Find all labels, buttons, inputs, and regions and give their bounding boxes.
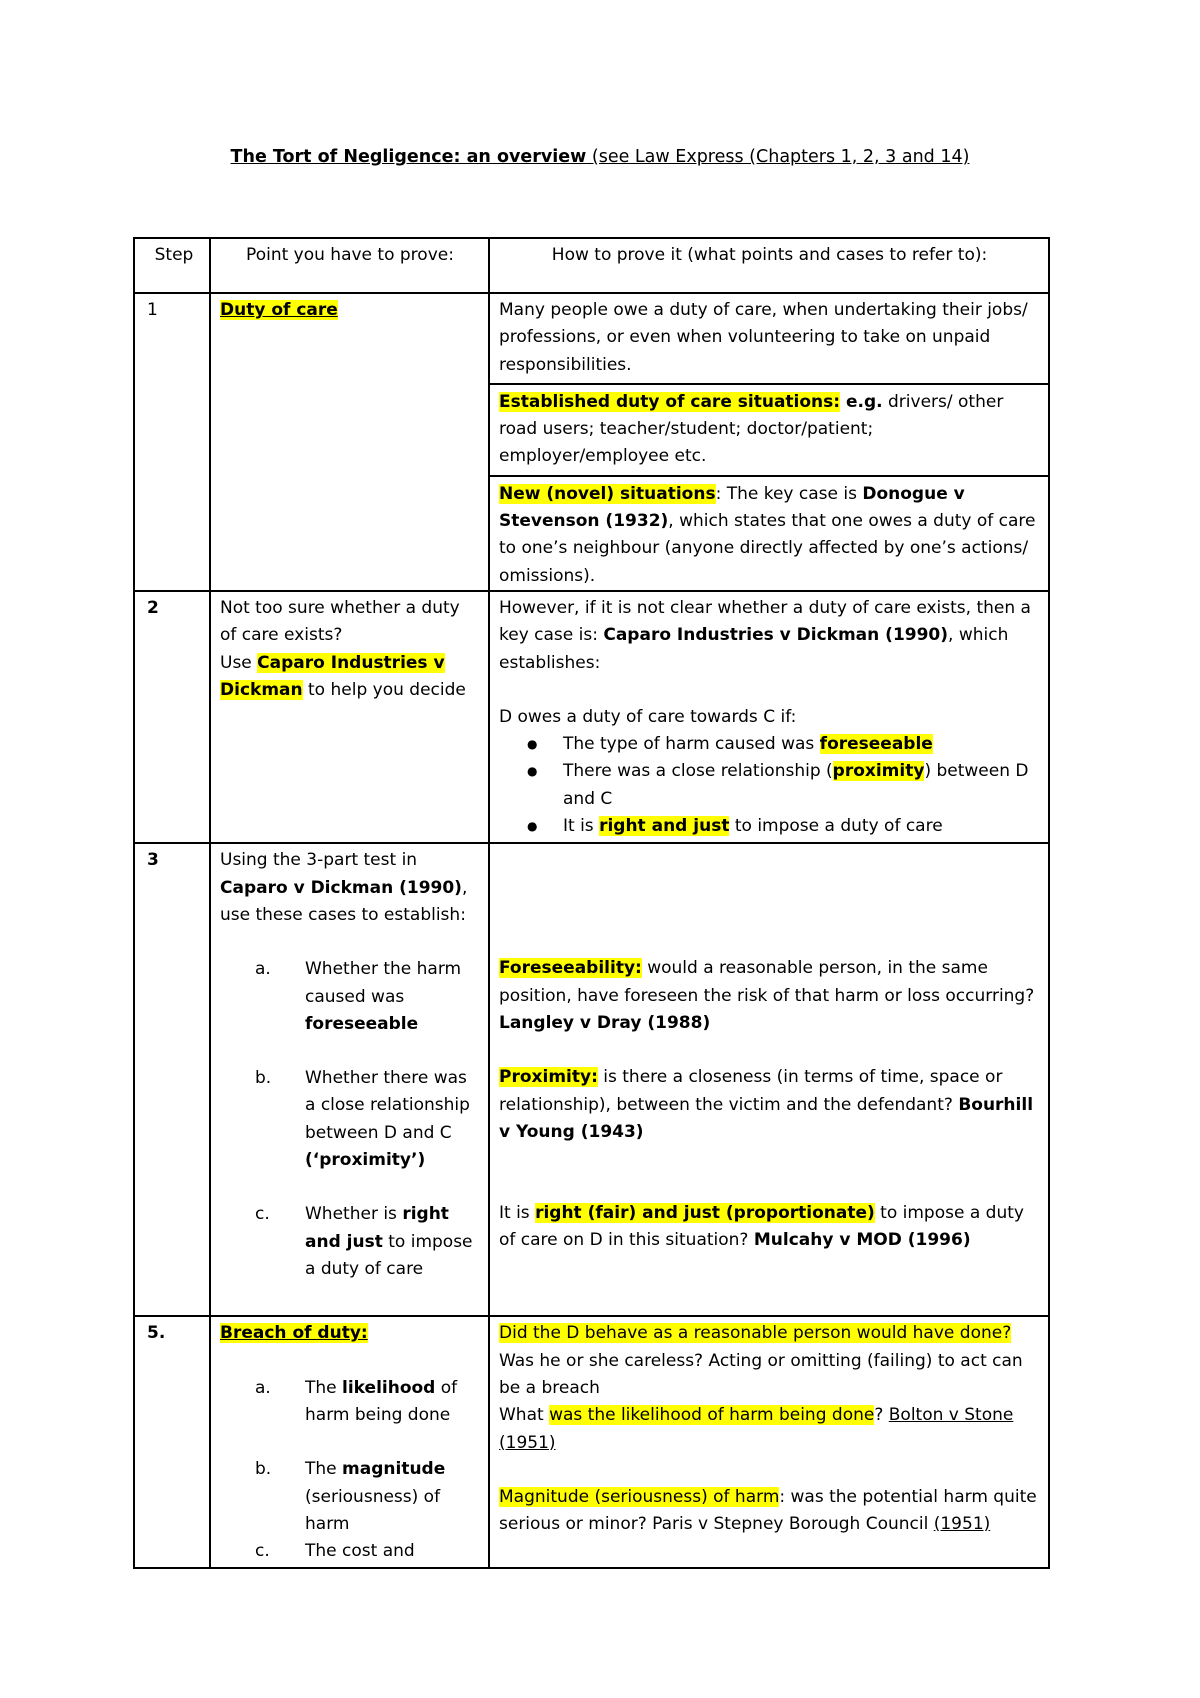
table-header-row xyxy=(134,238,1049,293)
table-row xyxy=(134,293,1049,591)
table-row xyxy=(134,1316,1049,1568)
negligence-table xyxy=(133,237,1050,1569)
step-number: 5. xyxy=(134,1316,210,1568)
how-cell: However, if it is not clear whether a duty of care exists, then a key case is: Caparo Industries v Dickman (1990), which establishes: D owes a duty of care towards C if: ● The type of harm caused was foreseeable ● There was a close relationship (proximity) between D and C ● It is right and just to impose a duty of care xyxy=(489,591,1049,843)
list-item: c. Whether is right and just to impose a duty of care xyxy=(255,1204,473,1279)
page-title: The Tort of Negligence: an overview (see Law Express (Chapters 1, 2, 3 and 14) xyxy=(230,147,970,167)
list-item: a. The likelihood of harm being done xyxy=(255,1377,458,1425)
list-item: b. Whether there was a close relationship between D and C (‘proximity’) xyxy=(255,1068,470,1171)
header-how: How to prove it (what points and cases to refer to): xyxy=(489,238,1049,293)
header-step: Step xyxy=(134,238,210,293)
point-cell: Using the 3-part test in Caparo v Dickman (1990), use these cases to establish: a. Whether the harm caused was foreseeable b. Whether there was a close relationship between D and C (‘proximity’) c. Whether is right and just to impose a duty of care xyxy=(210,843,489,1316)
point-cell: Duty of care xyxy=(210,293,489,591)
list-item: ● The type of harm caused was foreseeable xyxy=(563,731,1040,758)
how-cell: Many people owe a duty of care, when undertaking their jobs/ professions, or even when volunteering to take on unpaid responsibilities. Established duty of care situations: e.g. drivers/ other road users; teacher/student; doctor/patient; employer/employee etc. New (novel) situations: The key case is Donogue v Stevenson (1932), which states that one owes a duty of care to one’s neighbour (anyone directly affected by one’s actions/ omissions). xyxy=(489,293,1049,591)
list-item: ● There was a close relationship (proximity) between D and C xyxy=(563,758,1040,813)
list-item: a. Whether the harm caused was foreseeable xyxy=(255,959,462,1034)
caparo-criteria-list xyxy=(499,731,1040,840)
header-point: Point you have to prove: xyxy=(210,238,489,293)
point-cell: Breach of duty: a. The likelihood of harm being done b. The magnitude (seriousness) of harm c. The cost and xyxy=(210,1316,489,1568)
list-item: ● It is right and just to impose a duty of care xyxy=(563,813,1040,840)
table-row xyxy=(134,843,1049,1316)
how-cell: Foreseeability: would a reasonable person, in the same position, have foreseen the risk of that harm or loss occurring? Langley v Dray (1988) Proximity: is there a closeness (in terms of time, space or relationship), between the victim and the defendant? Bourhill v Young (1943) It is right (fair) and just (proportionate) to impose a duty of care on D in this situation? Mulcahy v MOD (1996) xyxy=(489,843,1049,1316)
list-item: c. The cost and xyxy=(255,1541,415,1562)
step-number: 2 xyxy=(134,591,210,843)
table-row xyxy=(134,591,1049,843)
step-number: 1 xyxy=(134,293,210,591)
step-number: 3 xyxy=(134,843,210,1316)
how-cell: Did the D behave as a reasonable person would have done? Was he or she careless? Acting or omitting (failing) to act can be a breach What was the likelihood of harm being done? Bolton v Stone (1951) Magnitude (seriousness) of harm: was the potential harm quite serious or minor? Paris v Stepney Borough Council (1951) xyxy=(489,1316,1049,1568)
list-item: b. The magnitude (seriousness) of harm xyxy=(255,1459,446,1534)
point-cell: Not too sure whether a duty of care exists? Use Caparo Industries v Dickman to help you decide xyxy=(210,591,489,843)
